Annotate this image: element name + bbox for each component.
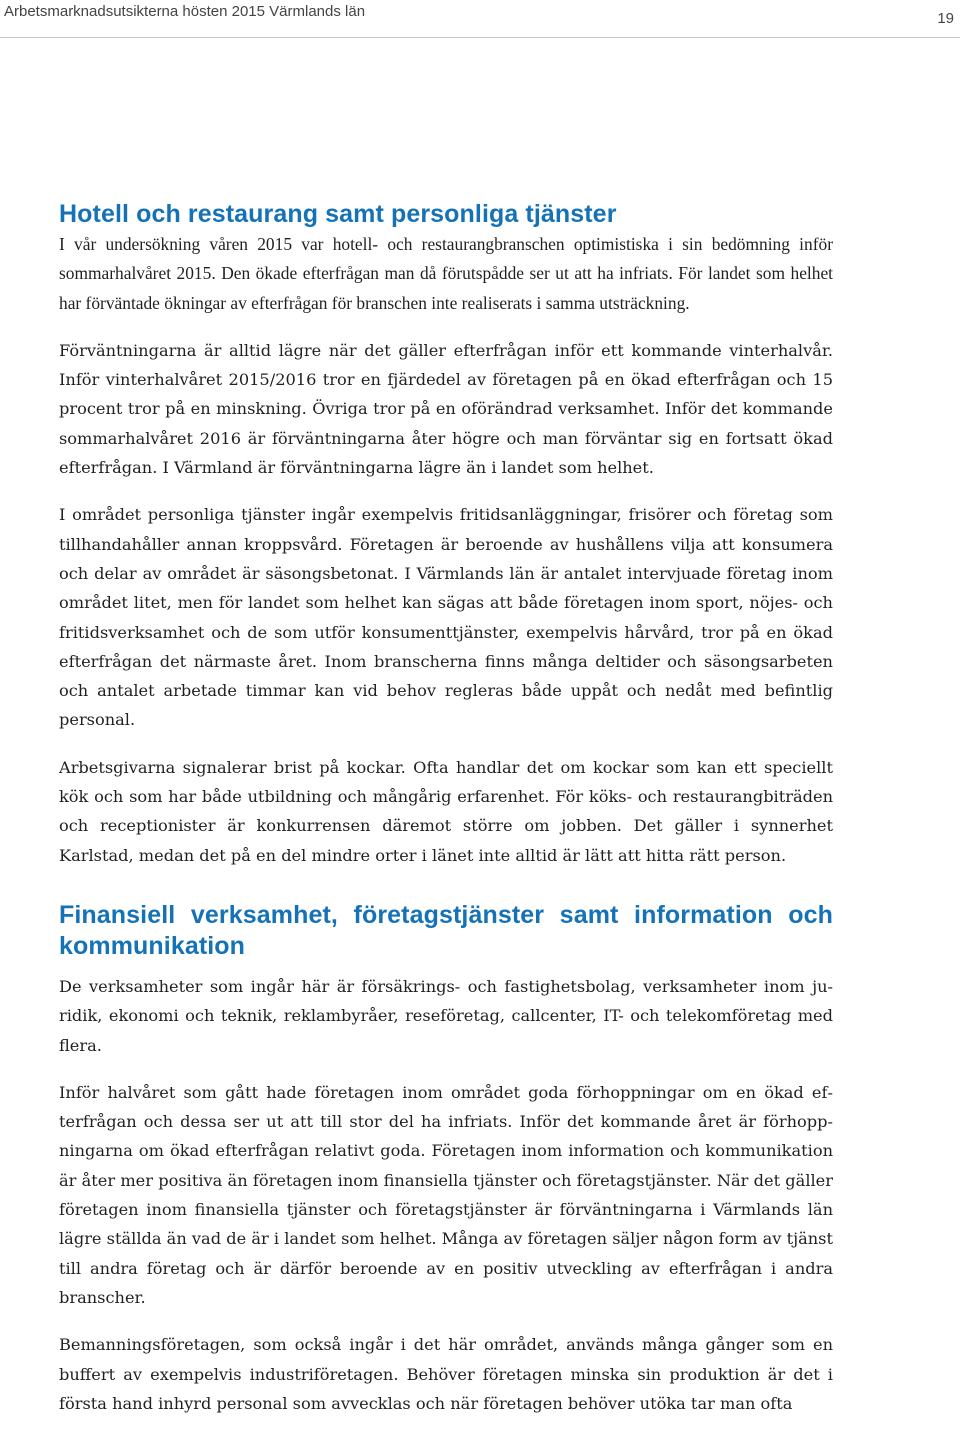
paragraph: I vår undersökning våren 2015 var hotell- och restaurangbranschen optimistiska i sin bedömning inför sommarhalvåret 2015. Den ökade efterfrågan man då förutspådde ser ut att ha infriats. För landet som helhet har förväntade ökningar av efterfrågan för branschen inte realiserats i samma utsträckning. <box>59 234 833 313</box>
paragraph: Inför halvåret som gått hade företagen inom området goda förhoppningar om en ökad efterfrågan och dessa ser ut att till stor del ha infriats. Inför det kommande året är förhoppningarna om ökad efterfrågan relativt goda. Företagen inom information och kommunikation är åter mer positiva än företagen inom finansiella tjänster och företagstjänster. När det gäller företagen inom finansiella tjänster och företagstjänster är förväntningarna i Värmlands län lägre ställda än vad de är i landet som helhet. Många av företagen säljer någon form av tjänst till andra företag och är därför beroende av en positiv utveckling av efterfrågan i andra branscher. <box>59 1082 833 1307</box>
paragraph: Bemanningsföretagen, som också ingår i det här området, används många gånger som en buffert av exempelvis industriföretagen. Behöver företagen minska sin produktion är det i första hand inhyrd personal som avvecklas och när företagen behöver utöka tar man ofta <box>59 1335 833 1413</box>
page-header <box>0 0 960 38</box>
paragraph: De verksamheter som ingår här är försäkrings- och fastighetsbolag, verksamheter inom juridik, ekonomi och teknik, reklambyråer, reseföretag, callcenter, IT- och telekomföretag med flera. <box>59 976 833 1055</box>
paragraph: I området personliga tjänster ingår exempelvis fritidsanläggningar, frisörer och företag som tillhandahåller annan kroppsvård. Företagen är beroende av hushållens vilja att konsumera och delar av området är säsongsbetonat. I Värmlands län är antalet intervjuade företag inom området litet, men för landet som helhet kan sägas att både företagen inom sport, nöjes- och fritidsverksamhet och de som utför konsumenttjänster, exempelvis hårvård, tror på en ökad efterfrågan det närmaste året. Inom branscherna finns många deltider och säsongsarbeten och antalet arbetade timmar kan vid behov regleras både uppåt och nedåt med befintlig personal. <box>59 505 833 730</box>
section-heading-finansiell: Finansiell verksamhet, företagstjänster samt information och kommunikation <box>59 900 833 960</box>
page-body <box>59 198 833 1436</box>
section-heading-hotell: Hotell och restaurang samt personliga tjänster <box>59 200 617 228</box>
paragraph: Arbetsgivarna signalerar brist på kockar. Ofta handlar det om kockar som kan ett speciellt kök och som har både utbildning och mångårig erfarenhet. För köks- och restaurangbiträden och receptionister är konkurrensen däremot större om jobben. Det gäller i synnerhet Karlstad, medan det på en del mindre orter i länet inte alltid är lätt att hitta rätt person. <box>59 757 833 865</box>
header-divider <box>0 37 960 38</box>
page-number: 19 <box>937 10 954 27</box>
paragraph: Förväntningarna är alltid lägre när det gäller efterfrågan inför ett kommande vinterhalvår. Inför vinterhalvåret 2015/2016 tror en fjärdedel av företagen på en ökad efterfrågan och 15 procent tror på en minskning. Övriga tror på en oförändrad verksamhet. Inför det kommande sommarhalvåret 2016 är förväntningarna åter högre och man förväntar sig en fortsatt ökad efterfrågan. I Värmland är förväntningarna lägre än i landet som helhet. <box>59 340 833 478</box>
document-title: Arbetsmarknadsutsikterna hösten 2015 Värmlands län <box>4 3 366 20</box>
